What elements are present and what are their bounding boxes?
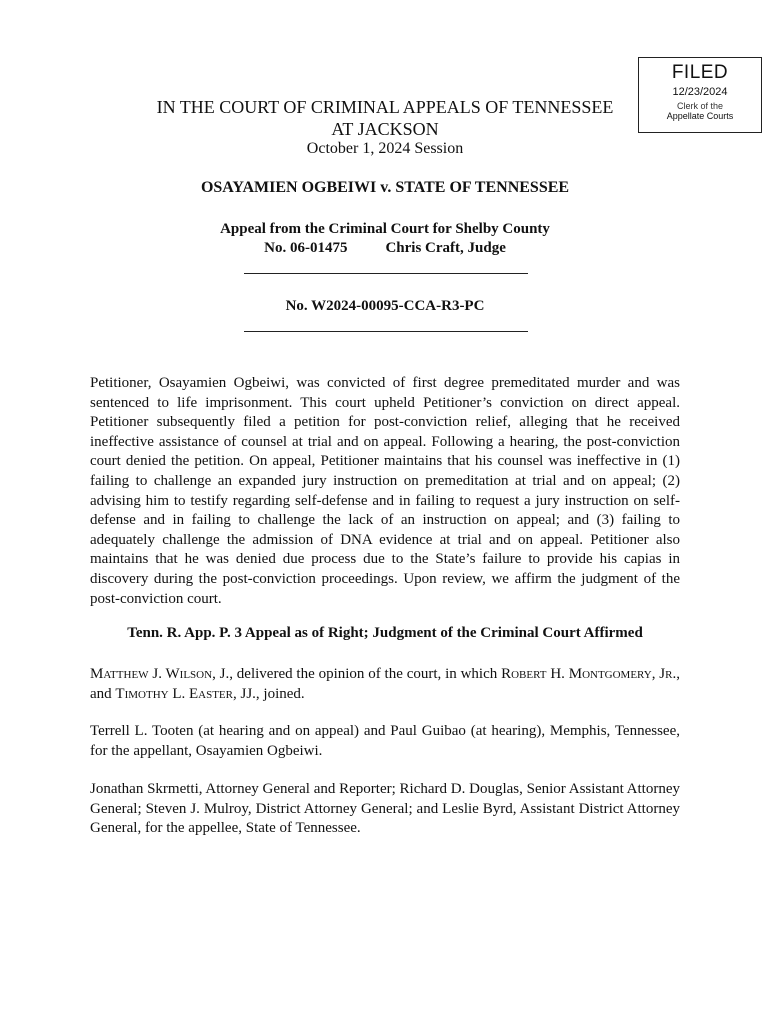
stamp-courts: Appellate Courts: [666, 111, 734, 121]
trial-judge: Chris Craft, Judge: [385, 240, 506, 256]
case-caption: OSAYAMIEN OGBEIWI v. STATE OF TENNESSEE: [200, 179, 570, 196]
authorship-intro: , J., delivered the opinion of the court, in which: [212, 666, 502, 682]
trial-line: [0, 239, 770, 258]
stamp-clerk: Clerk of the: [676, 101, 724, 111]
docket-number: No. W2024-00095-CCA-R3-PC: [285, 298, 485, 314]
joining-judge-2: Timothy L. Easter: [115, 685, 233, 702]
disposition: Tenn. R. App. P. 3 Appeal as of Right; Judgment of the Criminal Court Affirmed: [127, 625, 643, 641]
case-summary: Petitioner, Osayamien Ogbeiwi, was convicted of first degree premeditated murder and was sentenced to life imprisonment. This court upheld Petitioner’s conviction on direct appeal. Petitioner subsequently filed a petition for post-conviction relief, alleging that he received ineffective assistance of counsel at trial and on appeal. Following a hearing, the post-conviction court denied the petition. On appeal, Petitioner maintains that his counsel was ineffective in (1) failing to challenge an expanded jury instruction on premeditation at trial and on appeal; (2) advising him to testify regarding self-defense and in failing to request a jury instruction on self-defense and in failing to challenge the lack of an instruction on appeal; and (3) failing to adequately challenge the admission of DNA evidence at trial and on appeal. Petitioner also maintains that he was denied due process due to the State’s failure to provide his capias in discovery during the post-conviction proceedings. Upon review, we affirm the judgment of the post-conviction court.: [90, 375, 680, 607]
appeal-from-block: [0, 220, 770, 258]
session-date: October 1, 2024 Session: [306, 140, 464, 157]
authorship: [90, 665, 680, 704]
court-name: IN THE COURT OF CRIMINAL APPEALS OF TENNESSEE: [156, 97, 614, 117]
counsel-appellant: Terrell L. Tooten (at hearing and on appeal) and Paul Guibao (at hearing), Memphis, Tennessee, for the appellant, Osayamien Ogbeiwi.: [90, 723, 680, 759]
divider-bottom: [244, 331, 528, 332]
appeal-from: Appeal from the Criminal Court for Shelby County: [220, 221, 550, 237]
court-location: AT JACKSON: [331, 119, 439, 139]
court-heading: [100, 96, 670, 140]
stamp-title: FILED: [671, 62, 729, 83]
stamp-date: 12/23/2024: [672, 86, 728, 98]
divider-top: [244, 273, 528, 274]
authorship-and: , and: [90, 666, 680, 702]
trial-case-number: No. 06-01475: [264, 240, 348, 256]
authoring-judge: Matthew J. Wilson: [90, 666, 213, 682]
authorship-tail: , JJ., joined.: [233, 685, 305, 702]
counsel-appellee: Jonathan Skrmetti, Attorney General and Reporter; Richard D. Douglas, Senior Assistant Attorney General; Steven J. Mulroy, District Attorney General; and Leslie Byrd, Assistant District Attorney General, for the appellee, State of Tennessee.: [90, 781, 680, 837]
joining-judge-1: Robert H. Montgomery, Jr.: [501, 666, 677, 682]
